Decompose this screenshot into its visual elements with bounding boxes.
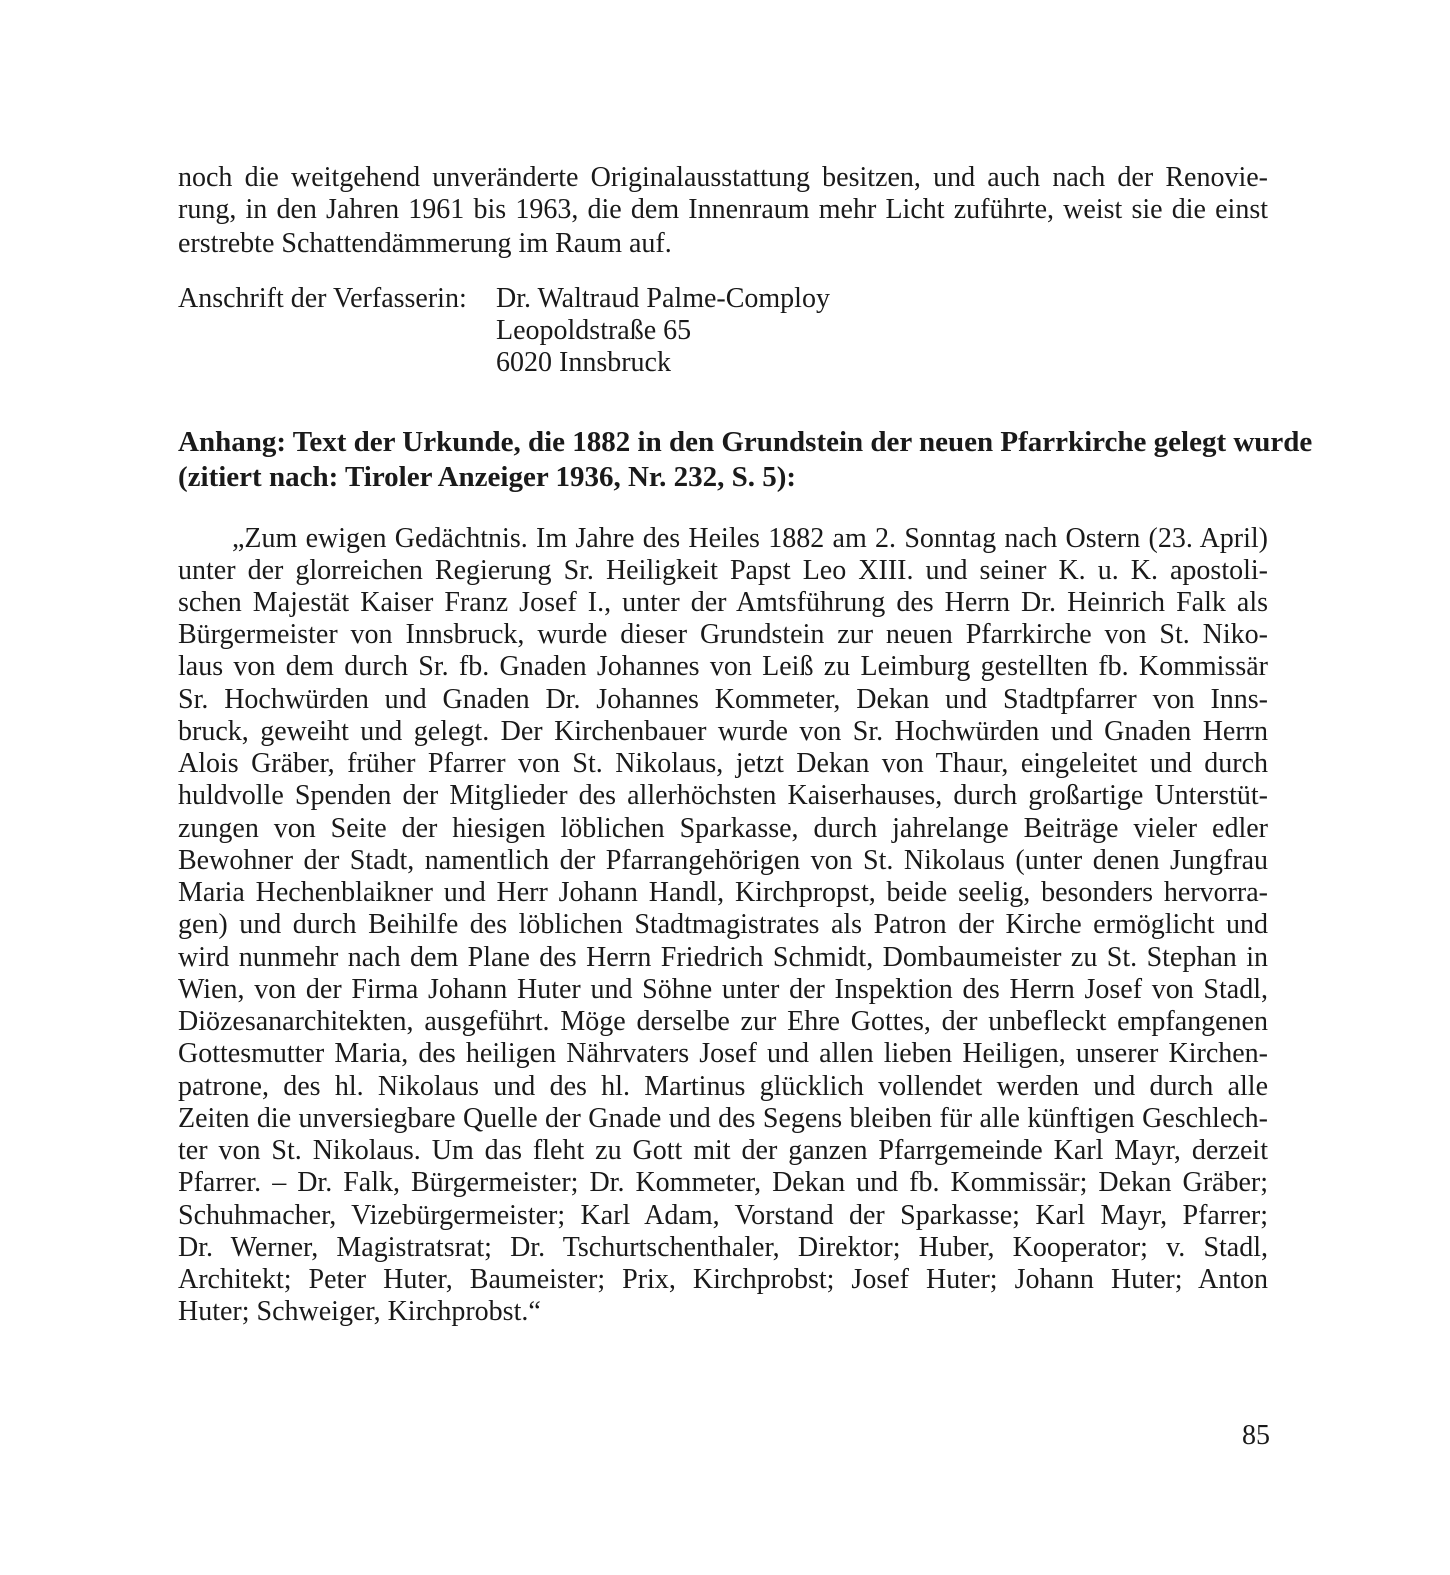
appendix-heading-line: (zitiert nach: Tiroler Anzeiger 1936, Nr. 232, S. 5): xyxy=(178,461,797,493)
document-line: Pfarrer. – Dr. Falk, Bürgermeister; Dr. Kommeter, Dekan und fb. Kommissär; Dekan Gräber; xyxy=(178,1167,1268,1198)
document-line: Sr. Hochwürden und Gnaden Dr. Johannes Kommeter, Dekan und Stadtpfarrer von Inns- xyxy=(178,684,1268,715)
document-line: schen Majestät Kaiser Franz Josef I., unter der Amtsführung des Herrn Dr. Heinrich Falk als xyxy=(178,587,1268,618)
document-line: zungen von Seite der hiesigen löblichen Sparkasse, durch jahrelange Beiträge vieler edler xyxy=(178,813,1268,844)
document-line: bruck, geweiht und gelegt. Der Kirchenbauer wurde von Sr. Hochwürden und Gnaden Herrn xyxy=(178,716,1268,747)
document-line: huldvolle Spenden der Mitglieder des allerhöchsten Kaiserhauses, durch großartige Unterstüt- xyxy=(178,780,1268,811)
intro-line: rung, in den Jahren 1961 bis 1963, die dem Innenraum mehr Licht zuführte, weist sie die einst xyxy=(178,194,1268,225)
document-line: Zeiten die unversiegbare Quelle der Gnade und des Segens bleiben für alle künftigen Geschlech- xyxy=(178,1103,1268,1134)
document-line: Architekt; Peter Huter, Baumeister; Prix, Kirchprobst; Josef Huter; Johann Huter; Anton xyxy=(178,1264,1268,1295)
document-line: „Zum ewigen Gedächtnis. Im Jahre des Heiles 1882 am 2. Sonntag nach Ostern (23. April) xyxy=(232,523,1268,554)
page-number: 85 xyxy=(1242,1420,1270,1451)
document-line: ter von St. Nikolaus. Um das fleht zu Gott mit der ganzen Pfarrgemeinde Karl Mayr, derzeit xyxy=(178,1135,1268,1166)
document-line: Bewohner der Stadt, namentlich der Pfarrangehörigen von St. Nikolaus (unter denen Jungfrau xyxy=(178,845,1268,876)
document-line: patrone, des hl. Nikolaus und des hl. Martinus glücklich vollendet werden und durch alle xyxy=(178,1071,1268,1102)
intro-line: noch die weitgehend unveränderte Originalausstattung besitzen, und auch nach der Renovie- xyxy=(178,162,1268,193)
author-name: Dr. Waltraud Palme-Comploy xyxy=(496,283,830,314)
document-line: unter der glorreichen Regierung Sr. Heiligkeit Papst Leo XIII. und seiner K. u. K. apostoli- xyxy=(178,555,1268,586)
document-line: laus von dem durch Sr. fb. Gnaden Johannes von Leiß zu Leimburg gestellten fb. Kommissär xyxy=(178,651,1268,682)
document-line: Dr. Werner, Magistratsrat; Dr. Tschurtschenthaler, Direktor; Huber, Kooperator; v. Stadl, xyxy=(178,1232,1268,1263)
document-line: gen) und durch Beihilfe des löblichen Stadtmagistrates als Patron der Kirche ermöglicht und xyxy=(178,909,1268,940)
document-line: Alois Gräber, früher Pfarrer von St. Nikolaus, jetzt Dekan von Thaur, eingeleitet und durch xyxy=(178,748,1268,779)
document-line: Diözesanarchitekten, ausgeführt. Möge derselbe zur Ehre Gottes, der unbefleckt empfangenen xyxy=(178,1006,1268,1037)
document-line: Wien, von der Firma Johann Huter und Söhne unter der Inspektion des Herrn Josef von Stadl, xyxy=(178,974,1268,1005)
document-line: Gottesmutter Maria, des heiligen Nährvaters Josef und allen lieben Heiligen, unserer Kirchen- xyxy=(178,1038,1268,1069)
author-city: 6020 Innsbruck xyxy=(496,347,671,378)
document-line: Bürgermeister von Innsbruck, wurde dieser Grundstein zur neuen Pfarrkirche von St. Niko- xyxy=(178,619,1268,650)
document-line: Maria Hechenblaikner und Herr Johann Handl, Kirchpropst, beide seelig, besonders hervorra- xyxy=(178,877,1268,908)
document-line: wird nunmehr nach dem Plane des Herrn Friedrich Schmidt, Dombaumeister zu St. Stephan in xyxy=(178,942,1268,973)
appendix-heading-line: Anhang: Text der Urkunde, die 1882 in den Grundstein der neuen Pfarrkirche gelegt wurde xyxy=(178,426,1313,458)
document-line: Huter; Schweiger, Kirchprobst.“ xyxy=(178,1296,541,1327)
intro-line: erstrebte Schattendämmerung im Raum auf. xyxy=(178,228,672,259)
author-address-label: Anschrift der Verfasserin: xyxy=(178,283,467,314)
author-street: Leopoldstraße 65 xyxy=(496,315,692,346)
document-line: Schuhmacher, Vizebürgermeister; Karl Adam, Vorstand der Sparkasse; Karl Mayr, Pfarrer; xyxy=(178,1200,1268,1231)
